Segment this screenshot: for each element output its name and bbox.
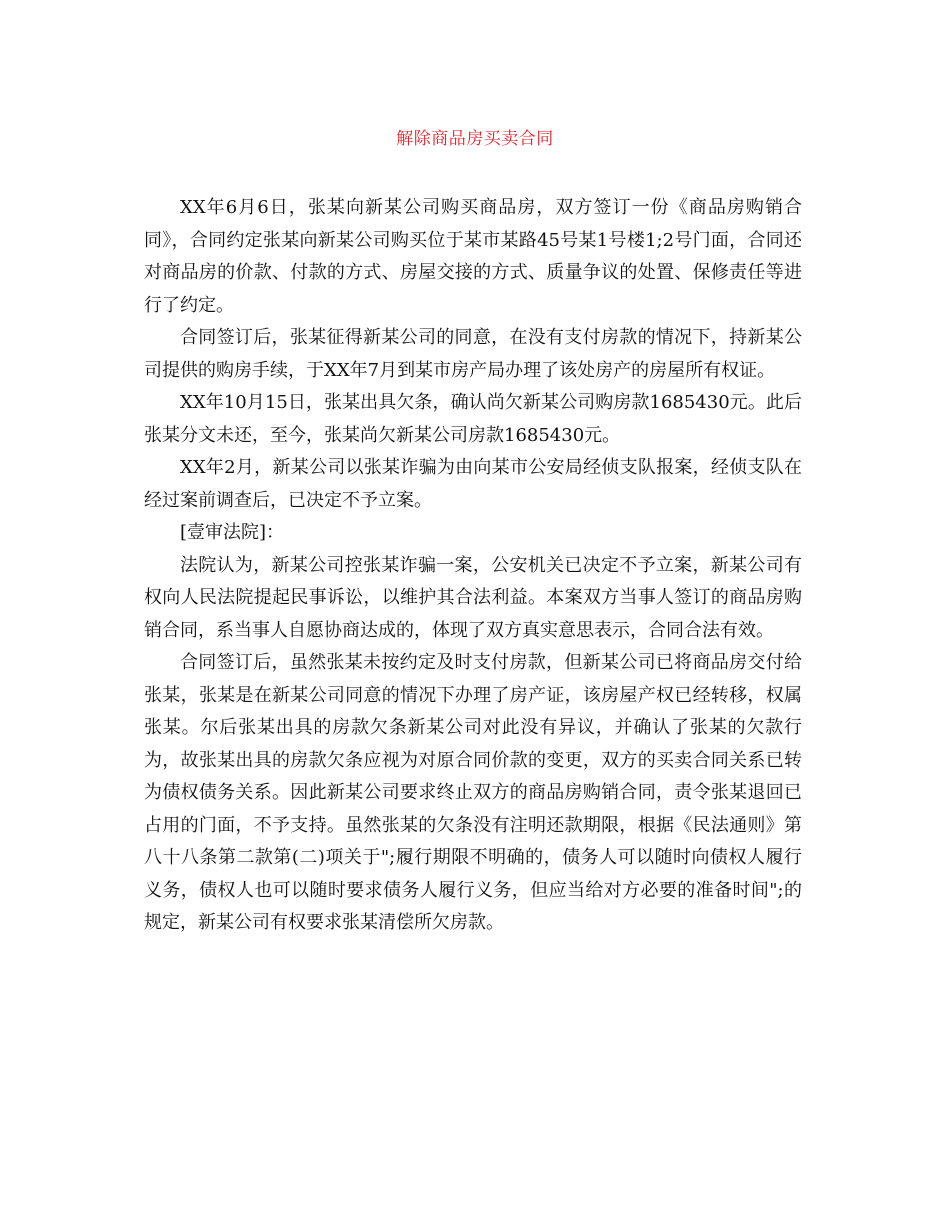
- paragraph-property-certificate: 合同签订后，张某征得新某公司的同意，在没有支付房款的情况下，持新某公司提供的购房手续，于XX年7月到某市房产局办理了该处房产的房屋所有权证。: [144, 327, 802, 381]
- document-title: 解除商品房买卖合同: [396, 129, 554, 149]
- paragraph-iou: XX年10月15日，张某出具欠条，确认尚欠新某公司购房款1685430元。此后张某分文未还，至今，张某尚欠新某公司房款1685430元。: [144, 392, 802, 446]
- paragraph-court-reasoning: 合同签订后，虽然张某未按约定及时支付房款，但新某公司已将商品房交付给张某，张某是在新某公司同意的情况下办理了房产证，该房屋产权已经转移，权属张某。尔后张某出具的房款欠条新某公司对此没有异议，并确认了张某的欠款行为，故张某出具的房款欠条应视为对原合同价款的变更，双方的买卖合同关系已转为债权债务关系。因此新某公司要求终止双方的商品房购销合同，责令张某退回已占用的门面，不予支持。虽然张某的欠条没有注明还款期限，根据《民法通则》第八十八条第二款第(二)项关于";履行期限不明确的，债务人可以随时向债权人履行义务，债权人也可以随时要求债务人履行义务，但应当给对方必要的准备时间";的规定，新某公司有权要求张某清偿所欠房款。: [144, 652, 802, 933]
- paragraph-court-opinion: 法院认为，新某公司控张某诈骗一案，公安机关已决定不予立案，新某公司有权向人民法院提起民事诉讼，以维护其合法利益。本案双方当事人签订的商品房购销合同，系当事人自愿协商达成的，体现了双方真实意思表示，合同合法有效。: [144, 554, 802, 641]
- section-heading-first-instance: [壹审法院]：: [180, 522, 285, 543]
- document-body: [144, 192, 802, 940]
- paragraph-purchase-contract: XX年6月6日，张某向新某公司购买商品房，双方签订一份《商品房购销合同》，合同约定张某向新某公司购买位于某市某路45号某1号楼1;2号门面，合同还对商品房的价款、付款的方式、房屋交接的方式、质量争议的处置、保修责任等进行了约定。: [144, 197, 802, 316]
- paragraph-police-report: XX年2月，新某公司以张某诈骗为由向某市公安局经侦支队报案，经侦支队在经过案前调查后，已决定不予立案。: [144, 457, 802, 511]
